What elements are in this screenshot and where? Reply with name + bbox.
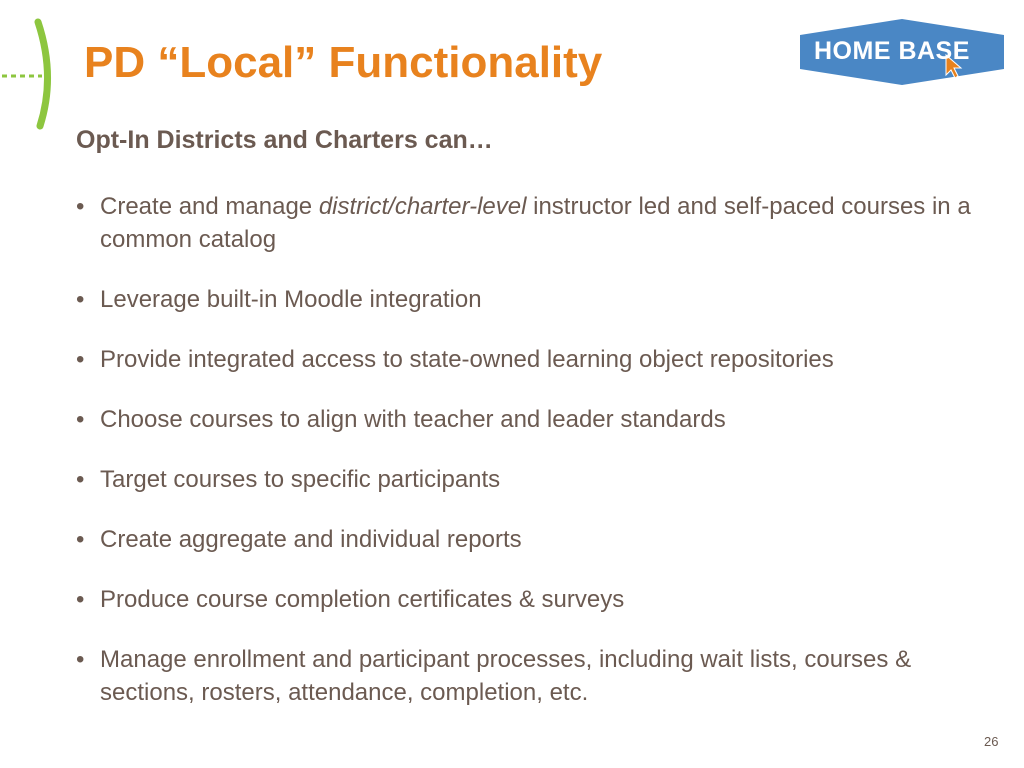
bullet-item: • Manage enrollment and participant processes, including wait lists, courses & sections, rosters, attendance, completion, etc.	[76, 643, 996, 709]
bullet-item: • Create aggregate and individual reports	[76, 523, 996, 556]
bullet-item: • Produce course completion certificates & surveys	[76, 583, 996, 616]
logo-text: HOME BASE	[814, 37, 970, 65]
bullet-item: • Choose courses to align with teacher and leader standards	[76, 403, 996, 436]
bullet-item: • Provide integrated access to state-owned learning object repositories	[76, 343, 996, 376]
bullet-emphasis-text: district/charter-level	[318, 193, 527, 220]
decorative-bracket-graphic	[0, 14, 70, 134]
home-base-logo	[800, 19, 1004, 85]
page-number: 26	[984, 734, 999, 749]
bullet-text-part: instructor led and self-paced courses in a common catalog	[100, 193, 971, 253]
bullet-item: • Target courses to specific participants	[76, 463, 996, 496]
slide-subtitle: Opt-In Districts and Charters can…	[76, 126, 493, 154]
bullet-list	[76, 190, 996, 736]
bullet-item: • Leverage built-in Moodle integration	[76, 283, 996, 316]
slide-title: PD “Local” Functionality	[84, 38, 603, 87]
bullet-text-part: Create and manage	[100, 193, 319, 220]
bullet-item	[76, 190, 996, 256]
